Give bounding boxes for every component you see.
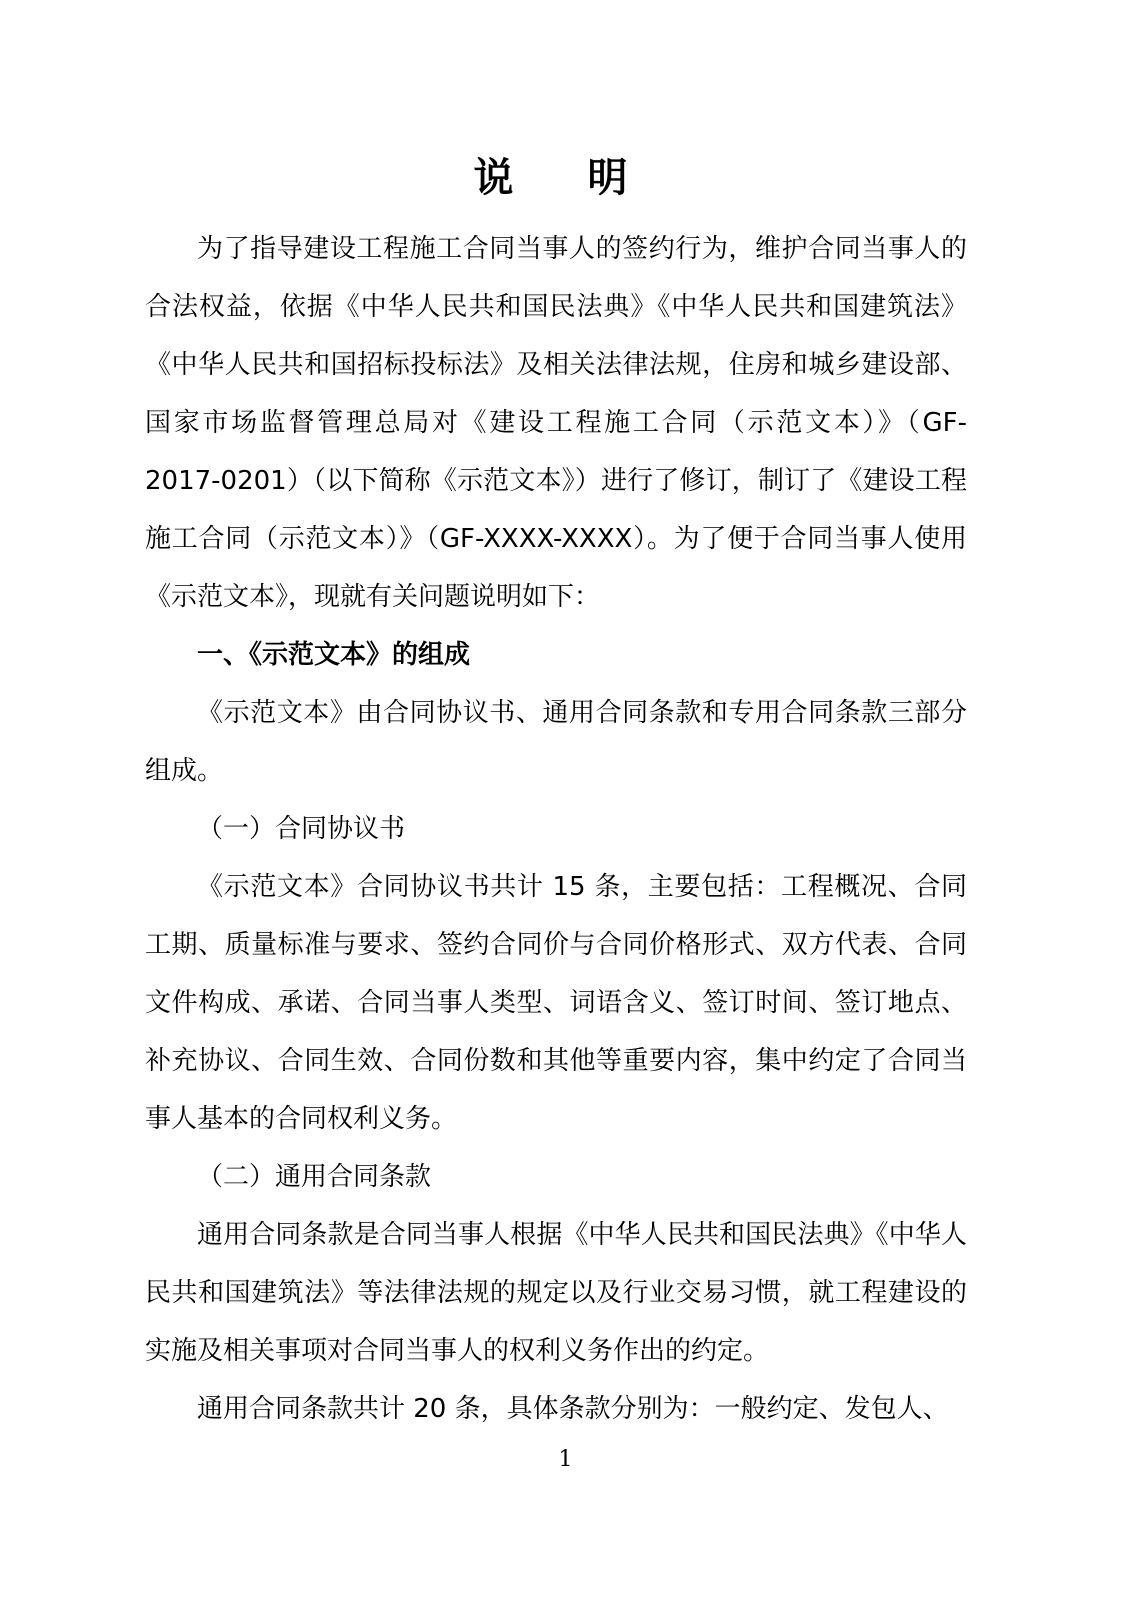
section-heading-composition: 一、《示范文本》的组成 <box>197 640 471 670</box>
general-terms-count-paragraph: 通用合同条款共计 20 条，具体条款分别为：一般约定、发包人、 <box>197 1394 949 1424</box>
general-terms-paragraph: 通用合同条款是合同当事人根据《中华人民共和国民法典》《中华人民共和国建筑法》等法律法规的规定以及行业交易习惯，就工程建设的实施及相关事项对合同当事人的权利义务作出的约定。 <box>145 1220 967 1366</box>
intro-paragraph: 为了指导建设工程施工合同当事人的签约行为，维护合同当事人的合法权益，依据《中华人民共和国民法典》《中华人民共和国建筑法》《中华人民共和国招标投标法》及相关法律法规，住房和城乡建设部、国家市场监督管理总局对《建设工程施工合同（示范文本）》（GF-2017-0201）（以下简称《示范文本》）进行了修订，制订了《建设工程施工合同（示范文本）》（GF-XXXX-XXXX）。为了便于合同当事人使用《示范文本》，现就有关问题说明如下： <box>145 234 967 612</box>
page-number: 1 <box>558 1447 573 1472</box>
document-title: 说 明 <box>473 155 658 201</box>
agreement-paragraph: 《示范文本》合同协议书共计 15 条，主要包括：工程概况、合同工期、质量标准与要求、签约合同价与合同价格形式、双方代表、合同文件构成、承诺、合同当事人类型、词语含义、签订时间、签订地点、补充协议、合同生效、合同份数和其他等重要内容，集中约定了合同当事人基本的合同权利义务。 <box>145 872 967 1134</box>
subheading-agreement: （一）合同协议书 <box>197 814 406 844</box>
document-body <box>145 220 967 1438</box>
composition-paragraph: 《示范文本》由合同协议书、通用合同条款和专用合同条款三部分组成。 <box>145 698 967 786</box>
subheading-general-terms: （二）通用合同条款 <box>197 1162 432 1192</box>
